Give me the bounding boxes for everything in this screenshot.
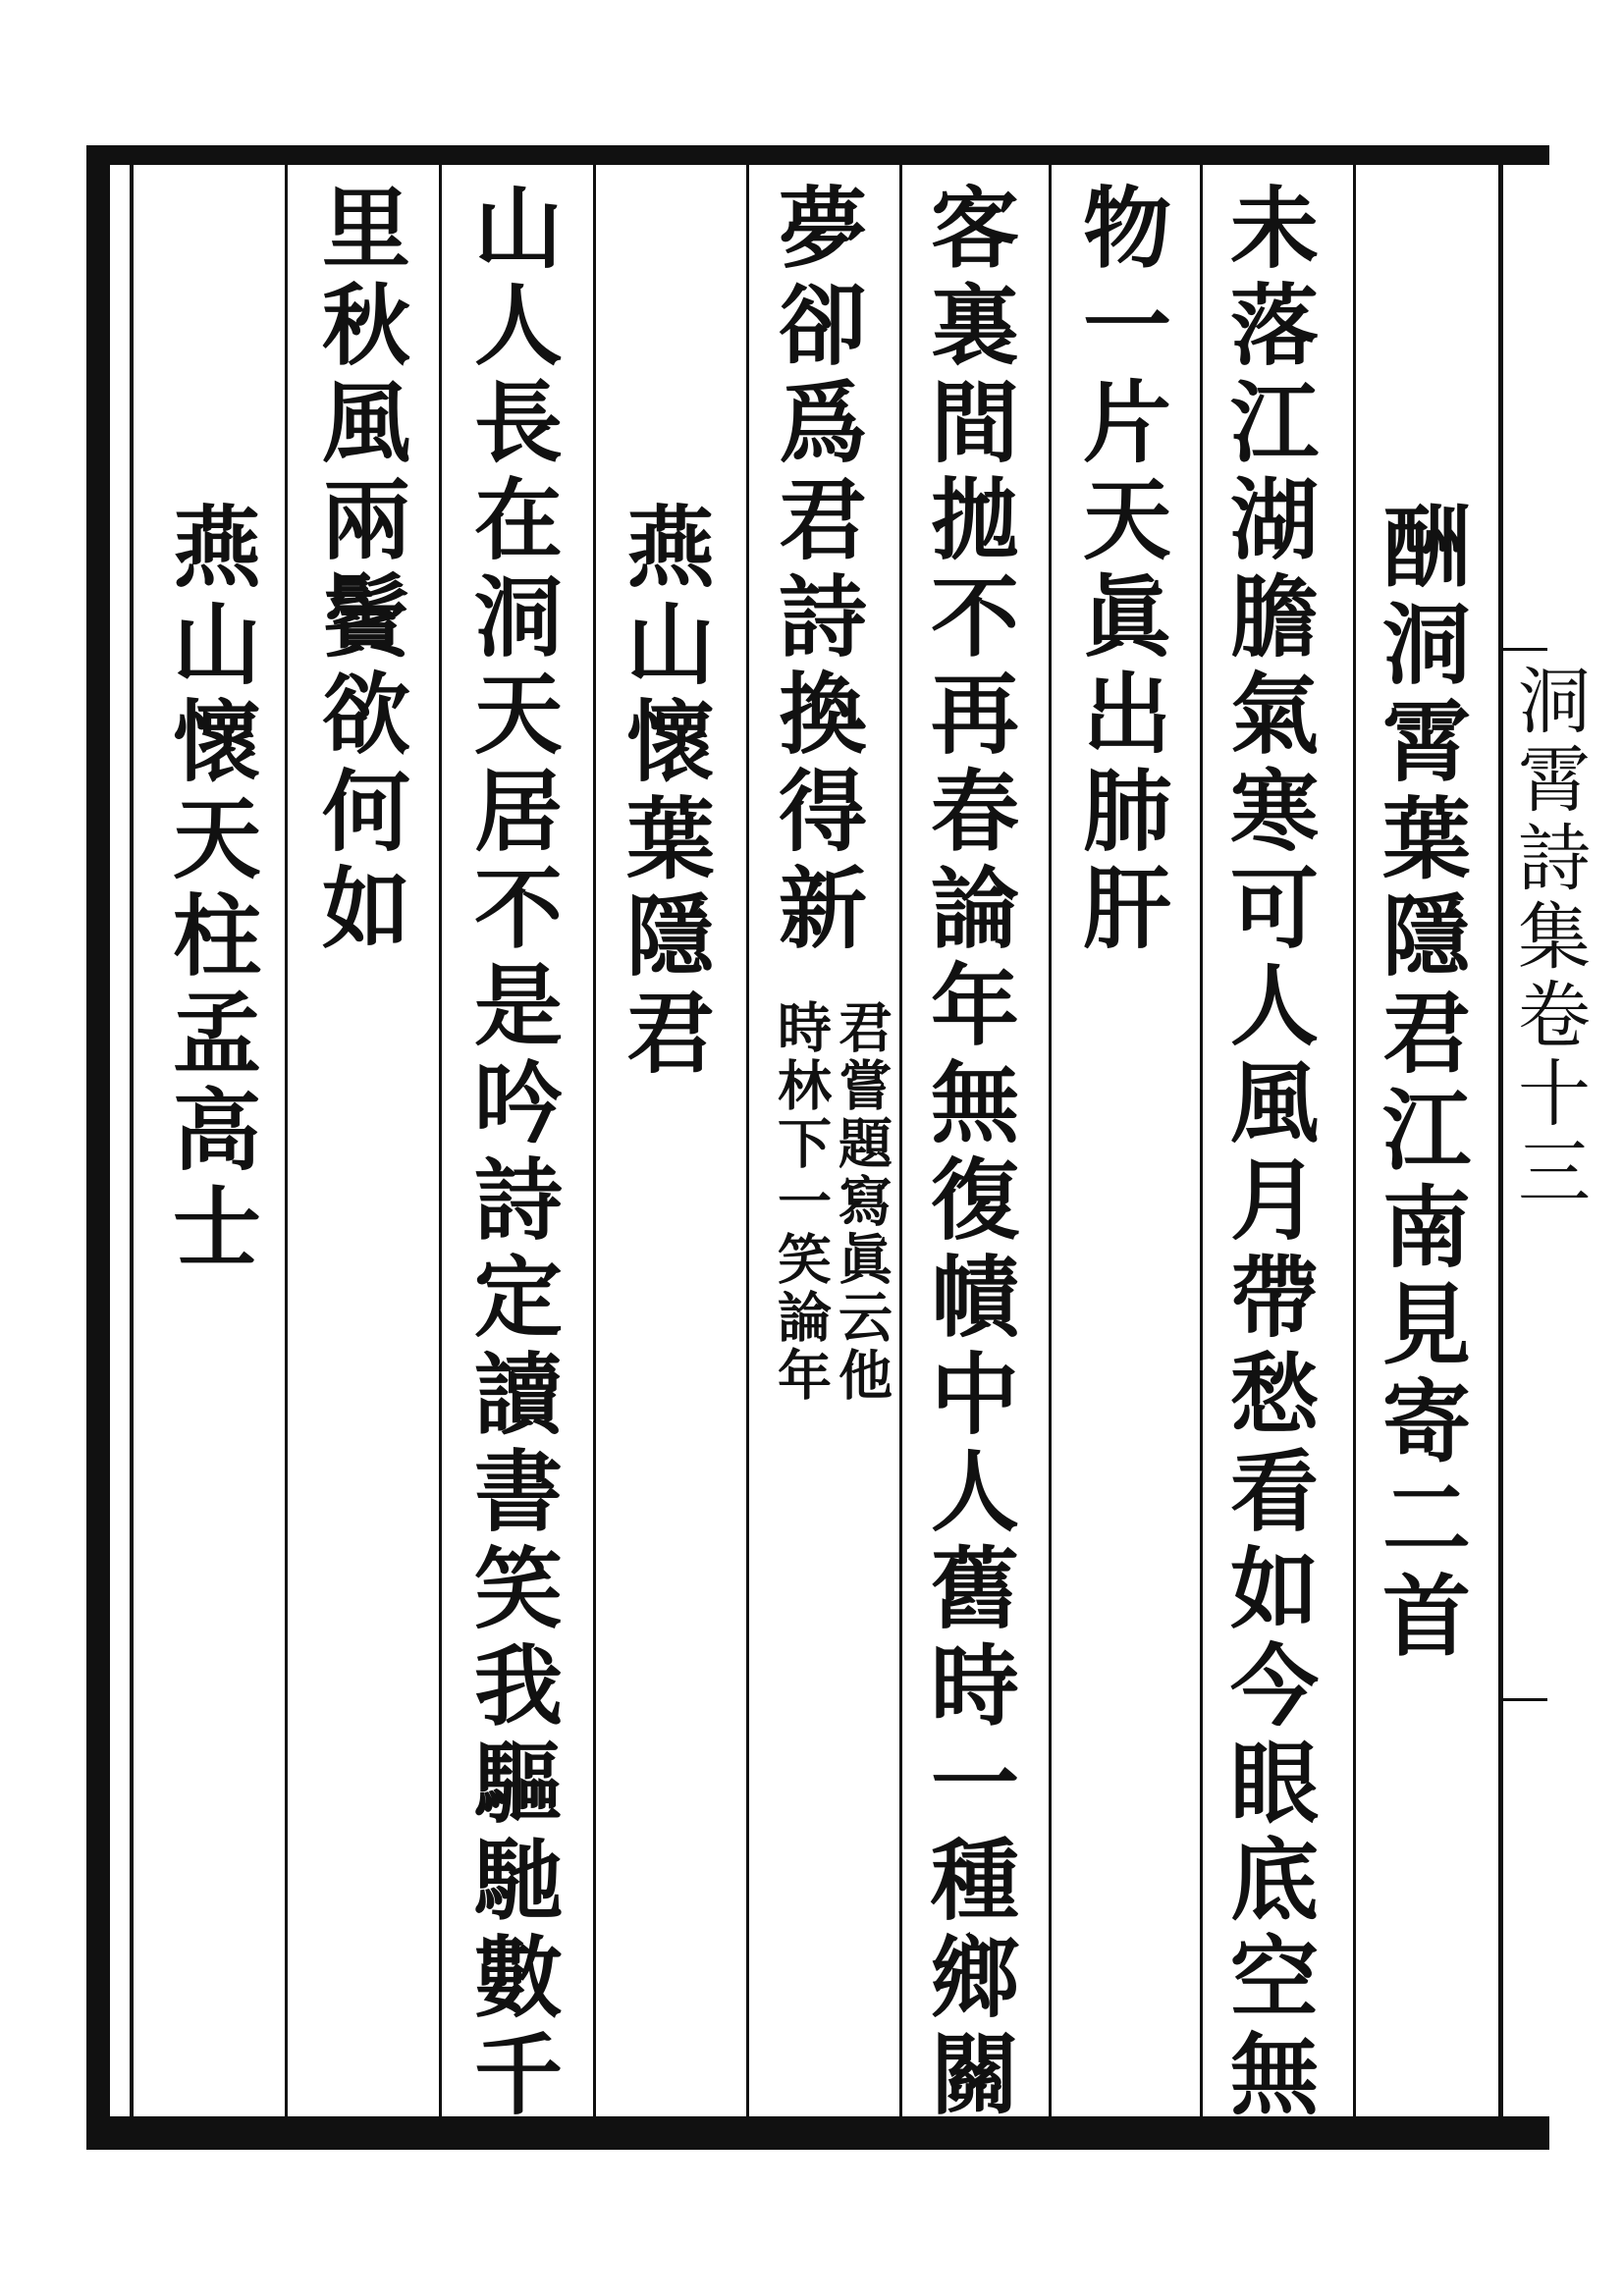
column-rule [1049, 165, 1052, 2118]
column-rule [285, 165, 288, 2118]
text-column: 里秋風兩鬢欲何如 [306, 182, 410, 959]
poem-title: 燕山懷葉隱君 [611, 501, 715, 1084]
text-column: 物一片天眞出肺肝 [1067, 182, 1171, 959]
column-rule [593, 165, 596, 2118]
annotation-right: 君嘗題寫眞云他 [830, 999, 893, 1405]
margin-tick [1503, 648, 1547, 651]
column-rule [899, 165, 902, 2118]
text-column: 客裏間拋不再春論年無復幘中人舊時一種鄉關 [915, 182, 1019, 2125]
frame-right-border [1498, 145, 1503, 2118]
margin-title: 洞霄詩集卷十三 [1506, 663, 1591, 1212]
poem-title: 燕山懷天柱孟高士 [157, 501, 261, 1278]
frame-top-border [86, 145, 1549, 165]
frame-bottom-border [86, 2116, 1549, 2150]
annotation-left: 時林下一笑論年 [769, 999, 833, 1405]
poem-title: 酬洞霄葉隱君江南見寄二首 [1367, 501, 1471, 1667]
column-rule [746, 165, 749, 2118]
text-column: 未落江湖膽氣寒可人風月帶愁看如今眼底空無 [1215, 182, 1319, 2125]
column-rule [439, 165, 442, 2118]
column-rule [1200, 165, 1203, 2118]
text-column: 夢卻爲君詩換得新 [763, 182, 867, 959]
frame-left-inner-rule [130, 165, 134, 2118]
text-column: 山人長在洞天居不是吟詩定讀書笑我驅馳數千 [459, 182, 563, 2125]
frame-left-border [86, 145, 110, 2150]
margin-tick [1503, 1698, 1547, 1701]
column-rule [1353, 165, 1356, 2118]
